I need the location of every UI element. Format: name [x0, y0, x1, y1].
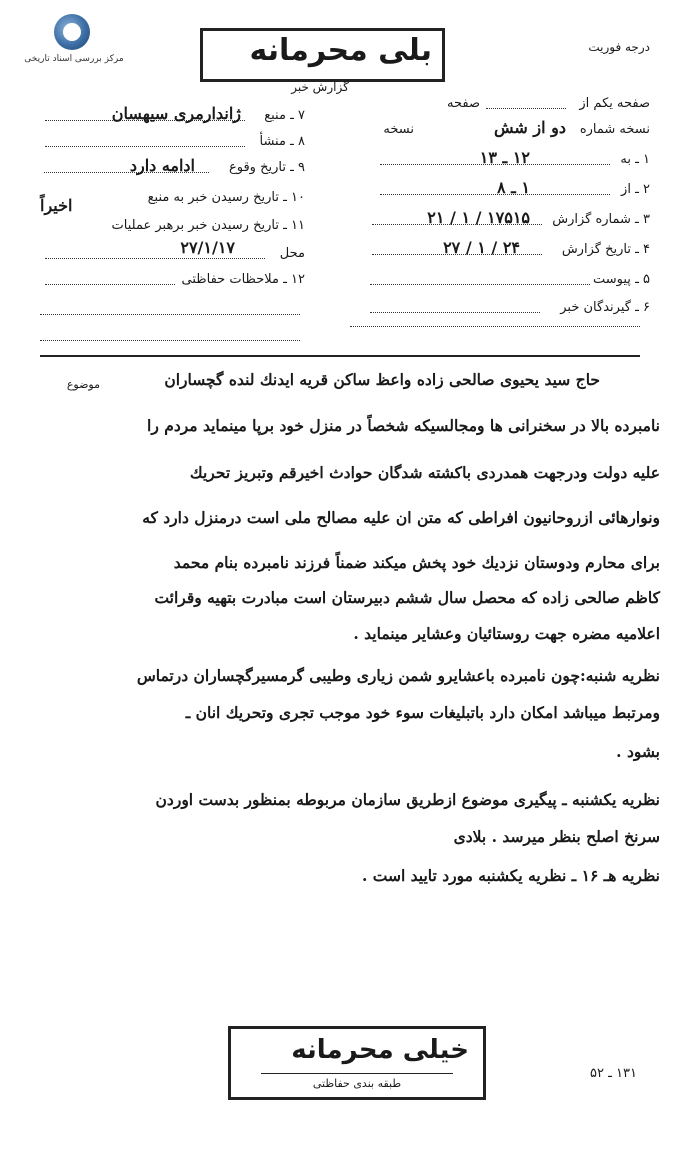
- field-label: صفحه یکم از: [579, 96, 650, 111]
- field-report-number: [360, 208, 650, 232]
- field-value: ۱۲ ـ ۱۳: [479, 148, 530, 167]
- body-line: برای محارم ودوستان نزدیك خود پخش میکند ضمناً فرزند نامبرده بنام محمد: [173, 553, 660, 572]
- field-security-notes: [40, 272, 305, 292]
- body-line: اعلامیه مضره جهت روستائیان وعشایر مینماید .: [353, 624, 660, 643]
- field-to: [360, 148, 650, 172]
- subject-label: موضوع: [66, 378, 100, 391]
- field-label: ۳ ـ شماره گزارش: [552, 212, 650, 227]
- stamp-rule: [261, 1073, 453, 1074]
- field-suffix: نسخه: [383, 122, 414, 137]
- priority-label: درجه فوریت: [588, 40, 650, 54]
- body-line: نامبرده بالا در سخنرانی ها ومجالسیکه شخصاً در منزل خود برپا مینماید مردم را: [147, 416, 660, 435]
- dotted-line: [45, 146, 245, 147]
- field-suffix: صفحه: [447, 96, 480, 111]
- dotted-line: [380, 194, 610, 195]
- body-line: حاج سید یحیوی صالحی زاده واعظ ساکن قریه ایدنك لنده گچساران: [164, 370, 600, 389]
- field-origin: [40, 134, 305, 154]
- dotted-line: [370, 284, 590, 285]
- field-label: نسخه شماره: [579, 122, 650, 137]
- field-value: ۲۴ / ۱ / ۲۷: [443, 238, 520, 257]
- dotted-line: [40, 340, 300, 341]
- classification-stamp-top: [200, 28, 445, 82]
- body-line: ونوارهائی ازروحانیون افراطی که متن ان علیه مصالح ملی است درمنزل دارد که: [142, 508, 660, 527]
- field-location: [40, 238, 305, 266]
- classification-stamp-bottom: [228, 1026, 486, 1100]
- field-label: ۸ ـ منشأ: [259, 134, 305, 149]
- header-divider: [40, 355, 640, 357]
- field-attachment: [360, 272, 650, 292]
- classification-stamp-caption: طبقه بندی حفاظتی: [312, 1077, 402, 1090]
- note-sunday-line: سرنخ اصلح بنظر میرسد . بلادی: [453, 827, 660, 846]
- field-occurrence-date: [40, 156, 305, 180]
- dotted-line: [350, 326, 640, 327]
- field-value: اخیراً: [40, 196, 73, 215]
- body-line: علیه دولت ودرجهت همدردی باکشته شدگان حوادث اخیرقم وتبریز تحریك: [189, 463, 660, 482]
- field-label: ۷ ـ منبع: [264, 108, 305, 123]
- field-report-date: [360, 238, 650, 262]
- field-label: ۱۲ ـ ملاحظات حفاظتی: [181, 272, 305, 287]
- field-label: ۹ ـ تاریخ وقوع: [228, 160, 305, 175]
- field-page: [360, 96, 650, 116]
- field-label: ۱۱ ـ تاریخ رسیدن خبر برهبر عملیات: [111, 218, 305, 233]
- dotted-line: [486, 108, 566, 109]
- dotted-line: [45, 258, 265, 259]
- field-label: ۱ ـ به: [620, 152, 650, 167]
- dotted-line: [370, 312, 540, 313]
- field-value: ۲۷/۱/۱۷: [180, 238, 235, 257]
- field-label: محل: [279, 246, 305, 261]
- field-from: [360, 178, 650, 202]
- field-value: ۱ ـ ۸: [496, 178, 530, 197]
- logo-emblem-icon: [54, 14, 90, 50]
- field-value: ژاندارمری سیهسان: [111, 104, 241, 123]
- classification-stamp-text: خیلی محرمانه: [291, 1035, 469, 1065]
- note-saturday-line: بشود .: [616, 742, 660, 761]
- field-news-received-operations: [40, 218, 305, 238]
- document-number: ۱۳۱ ـ ۵۲: [590, 1066, 637, 1081]
- field-label: ۲ ـ از: [621, 182, 650, 197]
- form-title: گزارش خبر: [291, 80, 349, 94]
- note-sunday-line: نظریه یکشنبه ـ پیگیری موضوع ازطریق سازمان مربوطه بمنظور بدست اوردن: [155, 790, 660, 809]
- field-value: دو از شش: [494, 118, 566, 137]
- body-line: کاظم صالحی زاده که محصل سال ششم دبیرستان است مبادرت بتهیه وقرائت: [154, 588, 660, 607]
- note-16-line: نظریه هـ ۱۶ ـ نظریه یکشنبه مورد تایید است .: [361, 866, 660, 885]
- field-label: ۶ ـ گیرندگان خبر: [560, 300, 650, 315]
- field-value: ۱۷۵۱۵ / ۱ / ۲۱: [427, 208, 530, 227]
- field-label: ۱۰ ـ تاریخ رسیدن خبر به منبع: [147, 190, 305, 205]
- dotted-line: [40, 314, 300, 315]
- field-source: [40, 104, 305, 128]
- note-saturday-line: نظریه شنبه:چون نامبرده باعشایرو شمن زیاری وطیبی گرمسیرگچساران درتماس: [136, 666, 660, 685]
- archive-logo: [14, 14, 134, 76]
- field-value: ادامه دارد: [129, 156, 195, 175]
- dotted-line: [45, 284, 175, 285]
- field-label: ۵ ـ پیوست: [593, 272, 650, 287]
- field-copy: [360, 118, 650, 142]
- classification-stamp-text: بلی محرمانه: [249, 33, 432, 68]
- note-saturday-line: ومرتبط میباشد امکان دارد باتبلیغات سوء خود موجب تجری وتحریك انان ـ: [185, 703, 660, 722]
- field-recipients: [360, 300, 650, 320]
- field-news-received-source: [40, 190, 305, 215]
- field-label: ۴ ـ تاریخ گزارش: [561, 242, 650, 257]
- logo-caption: مرکز بررسی اسناد تاریخی: [24, 54, 124, 64]
